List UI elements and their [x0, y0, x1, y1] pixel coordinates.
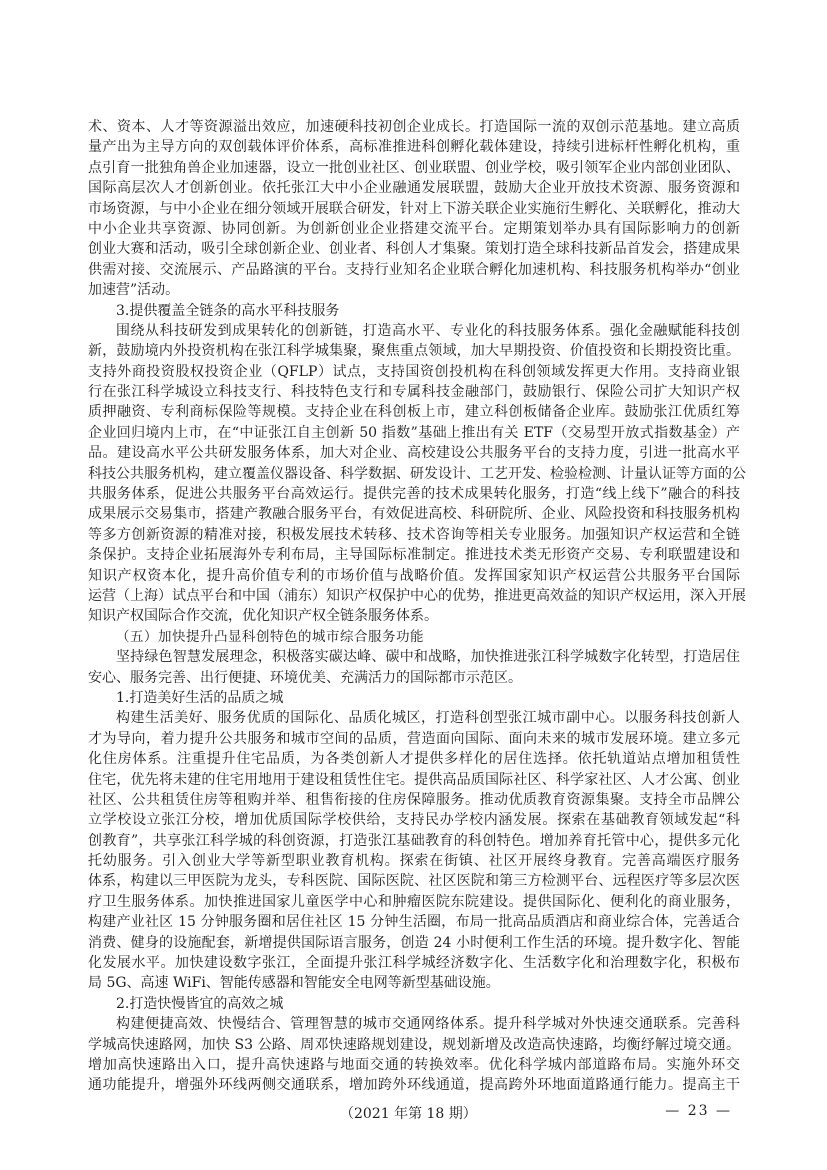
paragraph-line: 增加高快速路出入口，提升高快速路与地面交通的转换效率。优化科学城内部道路布局。实施外环交 [88, 1056, 740, 1073]
section-heading [88, 688, 740, 708]
paragraph-line: 体系，构建以三甲医院为龙头，专科医院、国际医院、社区医院和第三方检测平台、远程医疗等多层次医 [88, 873, 740, 890]
paragraph-line: 立学校设立张江分校，增加优质国际学校供给，支持民办学校内涵发展。探索在基础教育领域发起“科 [88, 812, 740, 829]
heading-text: 3.提供覆盖全链条的高水平科技服务 [116, 302, 340, 319]
page-footer [88, 1103, 740, 1123]
paragraph-line: 新，鼓励境内外投资机构在张江科学城集聚，聚焦重点领域，加大早期投资、价值投资和长期投资比重。 [88, 343, 740, 360]
paragraph-line: 供需对接、交流展示、产品路演的平台。支持行业知名企业联合孵化加速机构、科技服务机构举办“创业 [88, 261, 740, 278]
paragraph-line: 知识产权国际合作交流，优化知识产权全链条服务体系。 [88, 608, 438, 625]
paragraph-line: 学城高快速路网，加快 S3 公路、周邓快速路规划建设，规划新增及改造高快速路，均衡纾解过境交通。 [88, 1036, 740, 1053]
section-heading [88, 301, 740, 321]
paragraph-line: 术、资本、人才等资源溢出效应，加速硬科技初创企业成长。打造国际一流的双创示范基地。建立高质 [88, 119, 740, 135]
heading-text: 1.打造美好生活的品质之城 [116, 689, 284, 706]
paragraph-line: 等多方创新资源的精准对接，积极发展技术转移、技术咨询等相关专业服务。加强知识产权运营和全链 [88, 526, 740, 543]
page-number: — 23 — [665, 1103, 732, 1119]
heading-text: （五）加快提升凸显科创特色的城市综合服务功能 [116, 628, 424, 645]
paragraph-line: 共服务体系，促进公共服务平台高效运行。提供完善的技术成果转化服务，打造“线上线下”融合的科技 [88, 486, 740, 503]
paragraph-line: 消费、健身的设施配套，新增提供国际语言服务，创造 24 小时便利工作生活的环境。提升数字化、智能 [88, 934, 740, 951]
paragraph-line: 加速营”活动。 [88, 282, 180, 299]
paragraph-line: 疗卫生服务体系。加快推进国家儿童医学中心和肿瘤医院东院建设。提供国际化、便利化的商业服务， [88, 893, 740, 910]
paragraph-line: 住宅，优先将未建的住宅用地用于建设租赁性住宅。提供高品质国际社区、科学家社区、人才公寓、创业 [88, 771, 740, 788]
paragraph-line: 安心、服务完善、出行便捷、环境优美、充满活力的国际都市示范区。 [88, 669, 522, 686]
paragraph [88, 321, 746, 627]
paragraph-line: 才为导向，着力提升公共服务和城市空间的品质，营造面向国际、面向未来的城市发展环境。建立多元 [88, 730, 740, 747]
paragraph-line: 社区、公共租赁住房等租购并举、租售衔接的住房保障服务。推动优质教育资源集聚。支持全市品牌公 [88, 791, 740, 808]
paragraph-line: 构建生活美好、服务优质的国际化、品质化城区，打造科创型张江城市副中心。以服务科技创新人 [116, 710, 740, 727]
heading-text: 2.打造快慢皆宜的高效之城 [116, 995, 284, 1012]
document-body [88, 117, 746, 1096]
paragraph-line: 运营（上海）试点平台和中国（浦东）知识产权保护中心的优势，推进更高效益的知识产权运用，深入开展 [88, 587, 746, 604]
paragraph [88, 647, 740, 688]
paragraph-line: 通功能提升，增强外环线两侧交通联系，增加跨外环线通道，提高跨外环地面道路通行能力。提高主干 [88, 1077, 740, 1094]
issue-label: （2021 年第 18 期） [340, 1106, 477, 1122]
paragraph-line: 量产出为主导方向的双创载体评价体系，高标准推进科创孵化载体建设，持续引进标杆性孵化机构，重 [88, 139, 740, 156]
paragraph-line: 支持外商投资股权投资企业（QFLP）试点，支持国资创投机构在科创领域发挥更大作用。支持商业银 [88, 363, 740, 380]
section-heading [88, 627, 740, 647]
paragraph-line: 构建产业社区 15 分钟服务圈和居住社区 15 分钟生活圈，布局一批高品质酒店和商业综合体，完善适合 [88, 914, 740, 931]
paragraph-line: 构建便捷高效、快慢结合、管理智慧的城市交通网络体系。提升科学城对外快速交通联系。完善科 [116, 1016, 740, 1033]
paragraph-line: 化发展水平。加快建设数字张江，全面提升张江科学城经济数字化、生活数字化和治理数字化，积极布 [88, 955, 740, 972]
paragraph-line: 行在张江科学城设立科技支行、科技特色支行和专属科技金融部门，鼓励银行、保险公司扩大知识产权 [88, 384, 740, 401]
paragraph [88, 708, 740, 993]
paragraph-line: 市场资源，与中小企业在细分领域开展联合研发，针对上下游关联企业实施衍生孵化、关联孵化，推动大 [88, 200, 740, 217]
paragraph-line: 坚持绿色智慧发展理念，积极落实碳达峰、碳中和战略，加快推进张江科学城数字化转型，打造居住 [116, 649, 740, 666]
paragraph-line: 条保护。支持企业拓展海外专利布局，主导国际标准制定。推进技术类无形资产交易、专利联盟建设和 [88, 547, 740, 564]
section-heading [88, 994, 740, 1014]
paragraph-line: 品。建设高水平公共研发服务体系，加大对企业、高校建设公共服务平台的支持力度，引进一批高水平 [88, 445, 740, 462]
paragraph-line: 国际高层次人才创新创业。依托张江大中小企业融通发展联盟，鼓励大企业开放技术资源、服务资源和 [88, 180, 740, 197]
paragraph [88, 117, 740, 301]
paragraph-line: 局 5G、高速 WiFi、智能传感器和智能安全电网等新型基础设施。 [88, 975, 500, 992]
paragraph-line: 围绕从科技研发到成果转化的创新链，打造高水平、专业化的科技服务体系。强化金融赋能科技创 [116, 322, 740, 339]
paragraph-line: 托幼服务。引入创业大学等新型职业教育机构。探索在街镇、社区开展终身教育。完善高端医疗服务 [88, 853, 740, 870]
paragraph-line: 质押融资、专利商标保险等规模。支持企业在科创板上市，建立科创板储备企业库。鼓励张江优质红筹 [88, 404, 740, 421]
paragraph-line: 化住房体系。注重提升住宅品质，为各类创新人才提供多样化的居住选择。依托轨道站点增加租赁性 [88, 751, 740, 768]
paragraph-line: 成果展示交易集市，搭建产教融合服务平台，有效促进高校、科研院所、企业、风险投资和科技服务机构 [88, 506, 740, 523]
paragraph-line: 知识产权资本化，提升高价值专利的市场价值与战略价值。发挥国家知识产权运营公共服务平台国际 [88, 567, 740, 584]
paragraph-line: 点引育一批独角兽企业加速器，设立一批创业社区、创业联盟、创业学校，吸引领军企业内部创业团队、 [88, 159, 740, 176]
paragraph-line: 创业大赛和活动，吸引全球创新企业、创业者、科创人才集聚。策划打造全球科技新品首发会，搭建成果 [88, 241, 740, 258]
paragraph-line: 企业回归境内上市，在“中证张江自主创新 50 指数”基础上推出有关 ETF（交易型开放式指数基金）产 [88, 424, 740, 441]
paragraph-line: 科技公共服务机构，建立覆盖仪器设备、科学数据、研发设计、工艺开发、检验检测、计量认证等方面的公 [88, 465, 746, 482]
paragraph-line: 创教育”，共享张江科学城的科创资源，打造张江基础教育的科创特色。增加养育托管中心，提供多元化 [88, 832, 740, 849]
paragraph-line: 中小企业共享资源、协同创新。为创新创业企业搭建交流平台。定期策划举办具有国际影响力的创新 [88, 220, 740, 237]
paragraph [88, 1014, 740, 1096]
